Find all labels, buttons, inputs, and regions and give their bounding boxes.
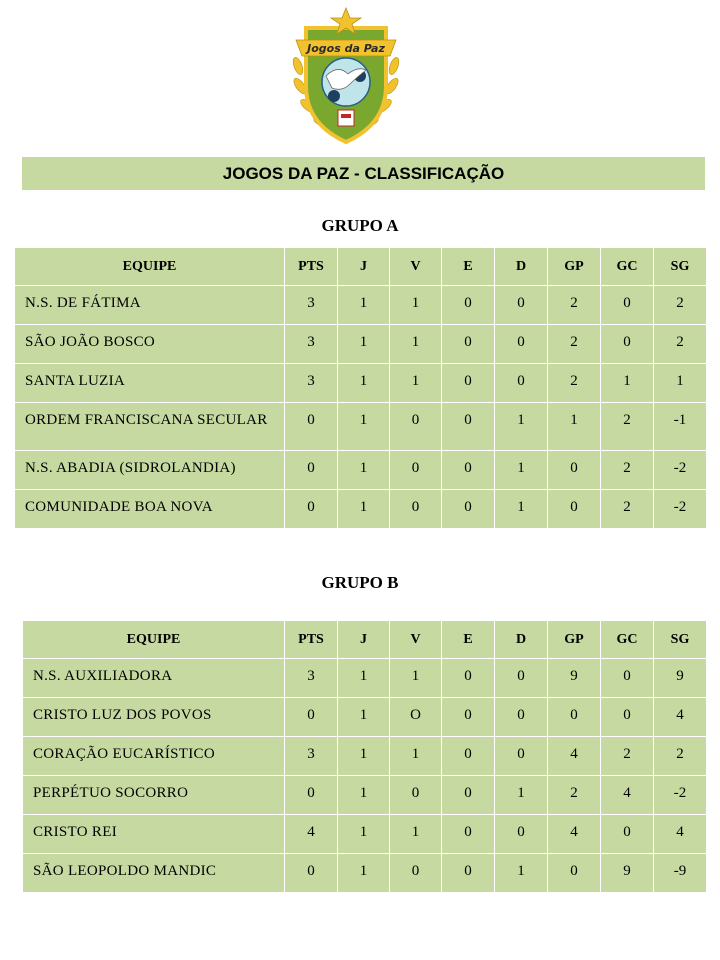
stat-cell: 2 xyxy=(601,403,654,451)
stat-cell: 0 xyxy=(442,403,495,451)
stat-cell: 4 xyxy=(654,815,707,854)
stat-cell: 0 xyxy=(548,451,601,490)
col-header: EQUIPE xyxy=(23,621,285,659)
stat-cell: 0 xyxy=(390,451,442,490)
stat-cell: 0 xyxy=(601,286,654,325)
stat-cell: 0 xyxy=(495,364,548,403)
stat-cell: 2 xyxy=(654,286,707,325)
stat-cell: 4 xyxy=(654,698,707,737)
col-header: GC xyxy=(601,248,654,286)
table-row xyxy=(23,659,707,698)
team-name-cell: CRISTO LUZ DOS POVOS xyxy=(23,698,285,737)
stat-cell: 1 xyxy=(338,737,390,776)
team-name-cell: SANTA LUZIA xyxy=(15,364,285,403)
stat-cell: 0 xyxy=(601,325,654,364)
table-row xyxy=(15,451,707,490)
team-name-cell: N.S. AUXILIADORA xyxy=(23,659,285,698)
group-b-title: GRUPO B xyxy=(321,573,399,592)
stat-cell: 4 xyxy=(285,815,338,854)
stat-cell: 0 xyxy=(495,286,548,325)
stat-cell: 0 xyxy=(548,698,601,737)
stat-cell: 3 xyxy=(285,286,338,325)
col-header: J xyxy=(338,248,390,286)
stat-cell: 0 xyxy=(601,698,654,737)
stat-cell: 4 xyxy=(601,776,654,815)
table-header-row xyxy=(23,621,707,659)
stat-cell: 3 xyxy=(285,737,338,776)
stat-cell: 2 xyxy=(548,776,601,815)
col-header: E xyxy=(442,621,495,659)
stat-cell: 0 xyxy=(495,737,548,776)
stat-cell: 0 xyxy=(601,815,654,854)
stat-cell: 0 xyxy=(285,403,338,451)
col-header: PTS xyxy=(285,621,338,659)
col-header: GP xyxy=(548,248,601,286)
stat-cell: 1 xyxy=(495,776,548,815)
stat-cell: 1 xyxy=(390,325,442,364)
stat-cell: 0 xyxy=(548,490,601,529)
stat-cell: 0 xyxy=(285,854,338,893)
stat-cell: 0 xyxy=(390,854,442,893)
stat-cell: 4 xyxy=(548,815,601,854)
col-header: GC xyxy=(601,621,654,659)
stat-cell: 3 xyxy=(285,659,338,698)
stat-cell: -9 xyxy=(654,854,707,893)
stat-cell: 1 xyxy=(338,286,390,325)
stat-cell: 0 xyxy=(442,698,495,737)
group-b-table xyxy=(22,620,707,893)
stat-cell: 1 xyxy=(390,659,442,698)
stat-cell: 1 xyxy=(338,364,390,403)
stat-cell: 0 xyxy=(495,325,548,364)
stat-cell: 2 xyxy=(654,325,707,364)
team-name-cell: PERPÉTUO SOCORRO xyxy=(23,776,285,815)
col-header: GP xyxy=(548,621,601,659)
stat-cell: 0 xyxy=(390,776,442,815)
stat-cell: 1 xyxy=(390,737,442,776)
stat-cell: 1 xyxy=(338,854,390,893)
stat-cell: 0 xyxy=(442,854,495,893)
stat-cell: 1 xyxy=(390,815,442,854)
stat-cell: 1 xyxy=(338,490,390,529)
col-header: SG xyxy=(654,248,707,286)
logo-text: Jogos da Paz xyxy=(307,42,385,55)
col-header: J xyxy=(338,621,390,659)
stat-cell: 2 xyxy=(601,490,654,529)
table-row xyxy=(15,403,707,451)
team-name-cell: N.S. ABADIA (SIDROLANDIA) xyxy=(15,451,285,490)
team-name-cell: ORDEM FRANCISCANA SECULAR xyxy=(15,403,285,451)
table-header-row xyxy=(15,248,707,286)
stat-cell: 9 xyxy=(601,854,654,893)
stat-cell: 1 xyxy=(495,490,548,529)
stat-cell: 1 xyxy=(495,403,548,451)
col-header: D xyxy=(495,621,548,659)
stat-cell: 0 xyxy=(390,403,442,451)
stat-cell: -2 xyxy=(654,451,707,490)
stat-cell: 1 xyxy=(495,854,548,893)
col-header: EQUIPE xyxy=(15,248,285,286)
table-row xyxy=(23,776,707,815)
stat-cell: 1 xyxy=(338,815,390,854)
stat-cell: 0 xyxy=(285,490,338,529)
col-header: V xyxy=(390,248,442,286)
stat-cell: 1 xyxy=(338,451,390,490)
col-header: D xyxy=(495,248,548,286)
group-a-table xyxy=(14,247,707,529)
table-row xyxy=(23,815,707,854)
stat-cell: 0 xyxy=(601,659,654,698)
col-header: SG xyxy=(654,621,707,659)
stat-cell: -2 xyxy=(654,776,707,815)
stat-cell: 0 xyxy=(390,490,442,529)
stat-cell: O xyxy=(390,698,442,737)
table-row xyxy=(23,698,707,737)
stat-cell: 3 xyxy=(285,364,338,403)
stat-cell: 0 xyxy=(442,286,495,325)
team-name-cell: SÃO LEOPOLDO MANDIC xyxy=(23,854,285,893)
stat-cell: 0 xyxy=(442,490,495,529)
stat-cell: 0 xyxy=(495,659,548,698)
stat-cell: 2 xyxy=(548,364,601,403)
stat-cell: 0 xyxy=(442,659,495,698)
table-row xyxy=(15,364,707,403)
stat-cell: 0 xyxy=(285,776,338,815)
team-name-cell: CORAÇÃO EUCARÍSTICO xyxy=(23,737,285,776)
stat-cell: 2 xyxy=(654,737,707,776)
stat-cell: 1 xyxy=(338,403,390,451)
stat-cell: 2 xyxy=(601,737,654,776)
stat-cell: 1 xyxy=(338,659,390,698)
stat-cell: 0 xyxy=(442,776,495,815)
stat-cell: 0 xyxy=(442,325,495,364)
stat-cell: 0 xyxy=(495,698,548,737)
table-row xyxy=(23,854,707,893)
team-name-cell: COMUNIDADE BOA NOVA xyxy=(15,490,285,529)
stat-cell: -2 xyxy=(654,490,707,529)
stat-cell: 1 xyxy=(548,403,601,451)
stat-cell: 0 xyxy=(442,737,495,776)
stat-cell: 0 xyxy=(442,451,495,490)
team-name-cell: N.S. DE FÁTIMA xyxy=(15,286,285,325)
stat-cell: 2 xyxy=(601,451,654,490)
group-a-title: GRUPO A xyxy=(321,216,399,235)
stat-cell: 0 xyxy=(442,815,495,854)
stat-cell: -1 xyxy=(654,403,707,451)
stat-cell: 0 xyxy=(285,698,338,737)
stat-cell: 1 xyxy=(601,364,654,403)
stat-cell: 1 xyxy=(390,286,442,325)
stat-cell: 9 xyxy=(548,659,601,698)
table-row xyxy=(15,490,707,529)
jogos-da-paz-logo xyxy=(286,6,406,154)
stat-cell: 1 xyxy=(338,776,390,815)
stat-cell: 2 xyxy=(548,325,601,364)
stat-cell: 9 xyxy=(654,659,707,698)
table-row xyxy=(23,737,707,776)
col-header: E xyxy=(442,248,495,286)
col-header: V xyxy=(390,621,442,659)
table-row xyxy=(15,286,707,325)
stat-cell: 4 xyxy=(548,737,601,776)
stat-cell: 1 xyxy=(338,325,390,364)
stat-cell: 0 xyxy=(548,854,601,893)
page-title: JOGOS DA PAZ - CLASSIFICAÇÃO xyxy=(22,157,705,190)
stat-cell: 1 xyxy=(654,364,707,403)
col-header: PTS xyxy=(285,248,338,286)
table-row xyxy=(15,325,707,364)
team-name-cell: SÃO JOÃO BOSCO xyxy=(15,325,285,364)
stat-cell: 2 xyxy=(548,286,601,325)
team-name-cell: CRISTO REI xyxy=(23,815,285,854)
stat-cell: 0 xyxy=(495,815,548,854)
stat-cell: 1 xyxy=(390,364,442,403)
stat-cell: 1 xyxy=(495,451,548,490)
stat-cell: 3 xyxy=(285,325,338,364)
stat-cell: 0 xyxy=(285,451,338,490)
stat-cell: 1 xyxy=(338,698,390,737)
stat-cell: 0 xyxy=(442,364,495,403)
